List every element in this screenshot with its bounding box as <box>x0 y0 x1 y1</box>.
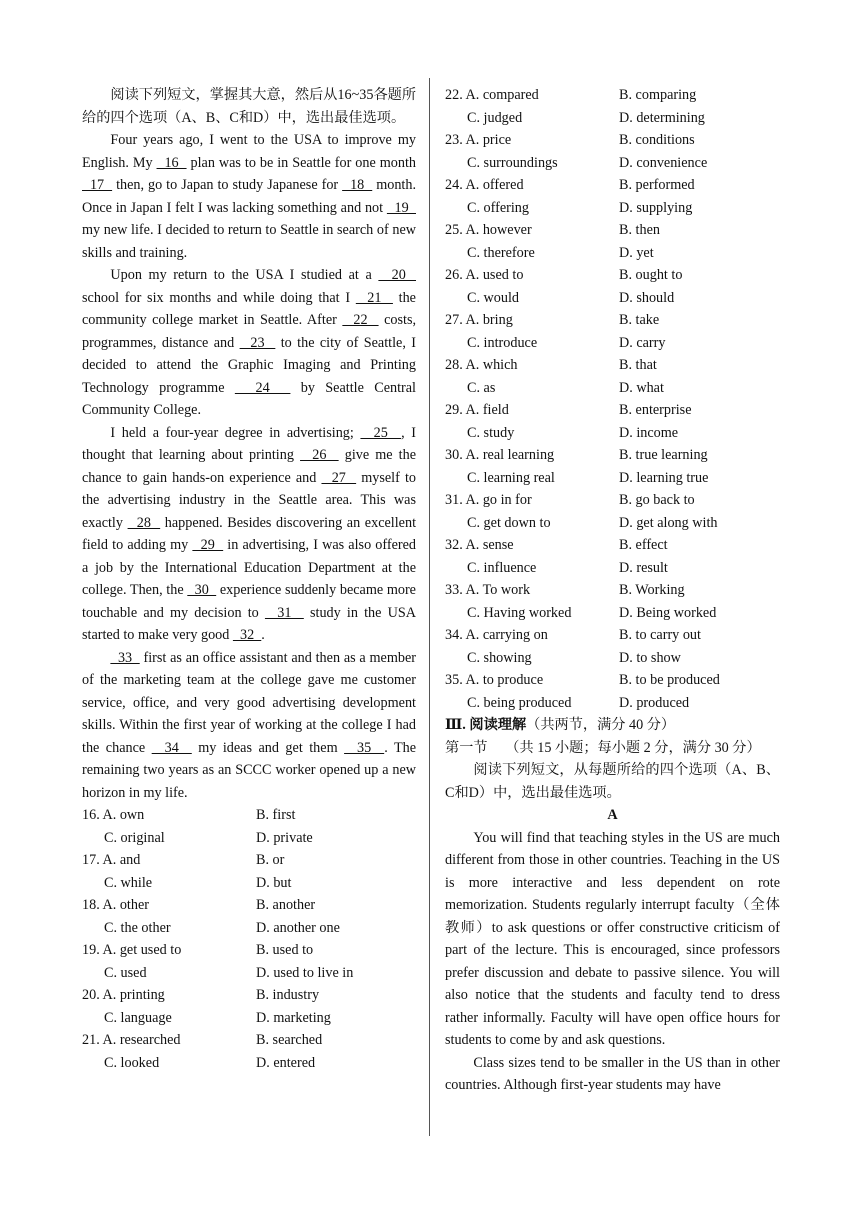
option-30-b: B. true learning <box>619 447 708 463</box>
option-28-c: C. as <box>467 379 496 396</box>
question-21-row-ab <box>82 1029 416 1052</box>
blank-29: 29 <box>192 537 224 553</box>
blank-18: 18 <box>342 177 373 193</box>
question-28-row-cd <box>445 377 780 400</box>
option-25-a: 25. A. however <box>445 222 532 238</box>
question-35-row-cd <box>445 692 780 715</box>
reading-instruction: 阅读下列短文，从每题所给的四个选项（A、B、C和D）中，选出最佳选项。 <box>445 762 780 801</box>
option-20-d: D. marketing <box>256 1009 331 1026</box>
option-23-c: C. surroundings <box>467 154 558 171</box>
option-33-b: B. Working <box>619 582 685 598</box>
option-17-c: C. while <box>104 874 153 891</box>
option-16-c: C. original <box>104 829 165 846</box>
options-list-22-35 <box>445 84 780 714</box>
question-34-row-cd <box>445 647 780 670</box>
option-20-b: B. industry <box>256 987 320 1003</box>
option-24-a: 24. A. offered <box>445 177 524 193</box>
option-32-d: D. result <box>619 559 668 576</box>
option-31-a: 31. A. go in for <box>445 492 532 508</box>
blank-34: 34 <box>151 739 192 756</box>
option-30-d: D. learning true <box>619 469 709 486</box>
option-19-a: 19. A. get used to <box>82 942 182 958</box>
option-17-b: B. or <box>256 852 285 868</box>
question-19-row-cd <box>82 962 416 985</box>
option-35-d: D. produced <box>619 694 690 711</box>
question-26-row-cd <box>445 287 780 310</box>
option-24-b: B. performed <box>619 177 695 193</box>
option-34-a: 34. A. carrying on <box>445 627 548 643</box>
option-34-b: B. to carry out <box>619 627 701 643</box>
question-28-row-ab <box>445 354 780 377</box>
option-32-a: 32. A. sense <box>445 537 514 553</box>
right-column <box>445 84 780 1097</box>
option-22-a: 22. A. compared <box>445 87 539 103</box>
option-29-b: B. enterprise <box>619 402 692 418</box>
option-27-c: C. introduce <box>467 334 538 351</box>
question-31-row-cd <box>445 512 780 535</box>
question-18-row-ab <box>82 894 416 917</box>
reading-heading-note: （共两节，满分 40 分） <box>526 717 676 733</box>
question-30-row-cd <box>445 467 780 490</box>
question-24-row-ab <box>445 174 780 197</box>
option-22-c: C. judged <box>467 109 523 126</box>
option-31-b: B. go back to <box>619 492 695 508</box>
option-24-c: C. offering <box>467 199 529 216</box>
option-26-c: C. would <box>467 289 520 306</box>
option-26-d: D. should <box>619 289 675 306</box>
option-18-a: 18. A. other <box>82 897 149 913</box>
question-17-row-ab <box>82 849 416 872</box>
option-30-c: C. learning real <box>467 469 555 486</box>
option-31-c: C. get down to <box>467 514 551 531</box>
option-32-c: C. influence <box>467 559 537 576</box>
option-16-a: 16. A. own <box>82 807 145 823</box>
question-18-row-cd <box>82 917 416 940</box>
question-27-row-cd <box>445 332 780 355</box>
option-20-c: C. language <box>104 1009 172 1026</box>
question-21-row-cd <box>82 1052 416 1075</box>
option-29-d: D. income <box>619 424 679 441</box>
option-25-b: B. then <box>619 222 660 238</box>
reading-heading: Ⅲ. 阅读理解（共两节，满分 40 分） <box>445 717 676 733</box>
blank-26: 26 <box>300 447 339 463</box>
option-34-c: C. showing <box>467 649 532 666</box>
blank-30: 30 <box>187 582 217 598</box>
blank-28: 28 <box>127 514 161 531</box>
option-16-d: D. private <box>256 829 313 846</box>
question-35-row-ab <box>445 669 780 692</box>
question-33-row-cd <box>445 602 780 625</box>
option-27-a: 27. A. bring <box>445 312 513 328</box>
option-18-c: C. the other <box>104 919 171 936</box>
option-28-b: B. that <box>619 357 657 373</box>
blank-23: 23 <box>239 334 276 351</box>
option-28-a: 28. A. which <box>445 357 518 373</box>
question-22-row-cd <box>445 107 780 130</box>
option-35-c: C. being produced <box>467 694 572 711</box>
section-1-heading: 第一节 （共 15 小题；每小题 2 分，满分 30 分） <box>445 739 761 756</box>
question-31-row-ab <box>445 489 780 512</box>
question-22-row-ab <box>445 84 780 107</box>
option-35-b: B. to be produced <box>619 672 720 688</box>
option-21-c: C. looked <box>104 1054 160 1071</box>
question-30-row-ab <box>445 444 780 467</box>
blank-33: 33 <box>110 649 140 666</box>
question-27-row-ab <box>445 309 780 332</box>
option-21-a: 21. A. researched <box>82 1032 181 1048</box>
question-17-row-cd <box>82 872 416 895</box>
option-27-b: B. take <box>619 312 660 328</box>
option-17-d: D. but <box>256 874 292 891</box>
option-26-a: 26. A. used to <box>445 267 524 283</box>
question-33-row-ab <box>445 579 780 602</box>
option-33-c: C. Having worked <box>467 604 572 621</box>
option-16-b: B. first <box>256 807 296 823</box>
question-26-row-ab <box>445 264 780 287</box>
cloze-paragraph-3: I held a four-year degree in advertising; 25 , I thought that learning about printing 26 give me the chance to gain hands-on experience and 27 myself to the advertising industry in the Seattle area. This was exactly 28 happened. Besides discovering an excellent field to adding my 29 in advertising, I was also offered a job by the International Education Department at the college. Then, the 30 experience suddenly became more touchable and my decision to 31 study in the USA started to make very good 32 . <box>82 424 417 643</box>
question-16-row-ab <box>82 804 416 827</box>
option-18-b: B. another <box>256 897 316 913</box>
question-23-row-cd <box>445 152 780 175</box>
option-21-b: B. searched <box>256 1032 323 1048</box>
blank-35: 35 <box>344 739 385 756</box>
question-34-row-ab <box>445 624 780 647</box>
question-16-row-cd <box>82 827 416 850</box>
option-34-d: D. to show <box>619 649 681 666</box>
blank-24: 24 <box>234 379 291 396</box>
option-26-b: B. ought to <box>619 267 683 283</box>
option-29-c: C. study <box>467 424 515 441</box>
option-29-a: 29. A. field <box>445 402 509 418</box>
question-24-row-cd <box>445 197 780 220</box>
cloze-paragraph-2: Upon my return to the USA I studied at a 20 school for six months and while doing that I 21 the community college market in Seattle. After 22 costs, programmes, distance and 23 to the city of Seattle, I decided to attend the Graphic Imaging and Printing Technology programme 24 by Seattle Central Community College. <box>82 267 417 418</box>
question-25-row-ab <box>445 219 780 242</box>
passage-label: A <box>607 807 618 823</box>
question-20-row-cd <box>82 1007 416 1030</box>
blank-21: 21 <box>355 289 393 306</box>
question-32-row-ab <box>445 534 780 557</box>
blank-17: 17 <box>82 177 113 193</box>
option-30-a: 30. A. real learning <box>445 447 555 463</box>
passage-paragraph-2: Class sizes tend to be smaller in the US than in other countries. Although first-year students may have <box>445 1054 780 1093</box>
option-28-d: D. what <box>619 379 664 396</box>
option-20-a: 20. A. printing <box>82 987 165 1003</box>
blank-19: 19 <box>386 199 416 216</box>
blank-20: 20 <box>378 267 416 283</box>
question-25-row-cd <box>445 242 780 265</box>
option-31-d: D. get along with <box>619 514 718 531</box>
reading-heading-title: 阅读理解 <box>469 717 527 733</box>
option-23-a: 23. A. price <box>445 132 512 148</box>
option-27-d: D. carry <box>619 334 666 351</box>
cloze-paragraph-4: 33 first as an office assistant and then as a member of the marketing team at the college gave me customer service, office, and very good advertising development skills. Within the first year of working at the college I had the chance 34 my ideas and get them 35 . The remaining two years as an SCCC worker opened up a new horizon in my life. <box>82 649 417 801</box>
blank-32: 32 <box>232 627 262 643</box>
option-32-b: B. effect <box>619 537 668 553</box>
option-19-b: B. used to <box>256 942 314 958</box>
option-24-d: D. supplying <box>619 199 693 216</box>
option-25-c: C. therefore <box>467 244 535 261</box>
option-23-d: D. convenience <box>619 154 708 171</box>
option-22-d: D. determining <box>619 109 705 126</box>
question-32-row-cd <box>445 557 780 580</box>
option-21-d: D. entered <box>256 1054 316 1071</box>
blank-16: 16 <box>156 154 187 171</box>
blank-22: 22 <box>342 312 379 328</box>
question-29-row-ab <box>445 399 780 422</box>
question-19-row-ab <box>82 939 416 962</box>
question-29-row-cd <box>445 422 780 445</box>
column-divider <box>429 78 430 1136</box>
option-22-b: B. comparing <box>619 87 697 103</box>
option-33-d: D. Being worked <box>619 604 717 621</box>
question-20-row-ab <box>82 984 416 1007</box>
cloze-instruction: 阅读下列短文，掌握其大意，然后从16~35各题所给的四个选项（A、B、C和D）中，选出最佳选项。 <box>82 87 417 126</box>
passage-paragraph-1: You will find that teaching styles in the US are much different from those in other countries. Teaching in the US is more interactive and less dependent on rote memorization. Students regularly interrupt faculty（全体教师）to ask questions or offer constructive criticism of part of the lecture. This is encouraged, since professors prefer discussion and debate to passive silence. You will also notice that the students and faculty tend to dress rather informally. Faculty will have open office hours for students to come by and ask questions. <box>445 829 780 1048</box>
options-list-16-21 <box>82 804 416 1074</box>
blank-31: 31 <box>264 604 304 621</box>
option-19-c: C. used <box>104 964 147 981</box>
option-35-a: 35. A. to produce <box>445 672 544 688</box>
option-23-b: B. conditions <box>619 132 695 148</box>
option-19-d: D. used to live in <box>256 964 354 981</box>
option-18-d: D. another one <box>256 919 340 936</box>
cloze-paragraph-1: Four years ago, I went to the USA to improve my English. My 16 plan was to be in Seattle for one month 17 then, go to Japan to study Japanese for 18 month. Once in Japan I felt I was lacking something and not 19 my new life. I decided to return to Seattle in search of new skills and training. <box>82 132 416 261</box>
option-25-d: D. yet <box>619 244 654 261</box>
option-33-a: 33. A. To work <box>445 582 531 598</box>
blank-25: 25 <box>360 424 402 441</box>
question-23-row-ab <box>445 129 780 152</box>
option-17-a: 17. A. and <box>82 852 141 868</box>
blank-27: 27 <box>321 469 357 486</box>
left-column <box>82 84 416 1074</box>
